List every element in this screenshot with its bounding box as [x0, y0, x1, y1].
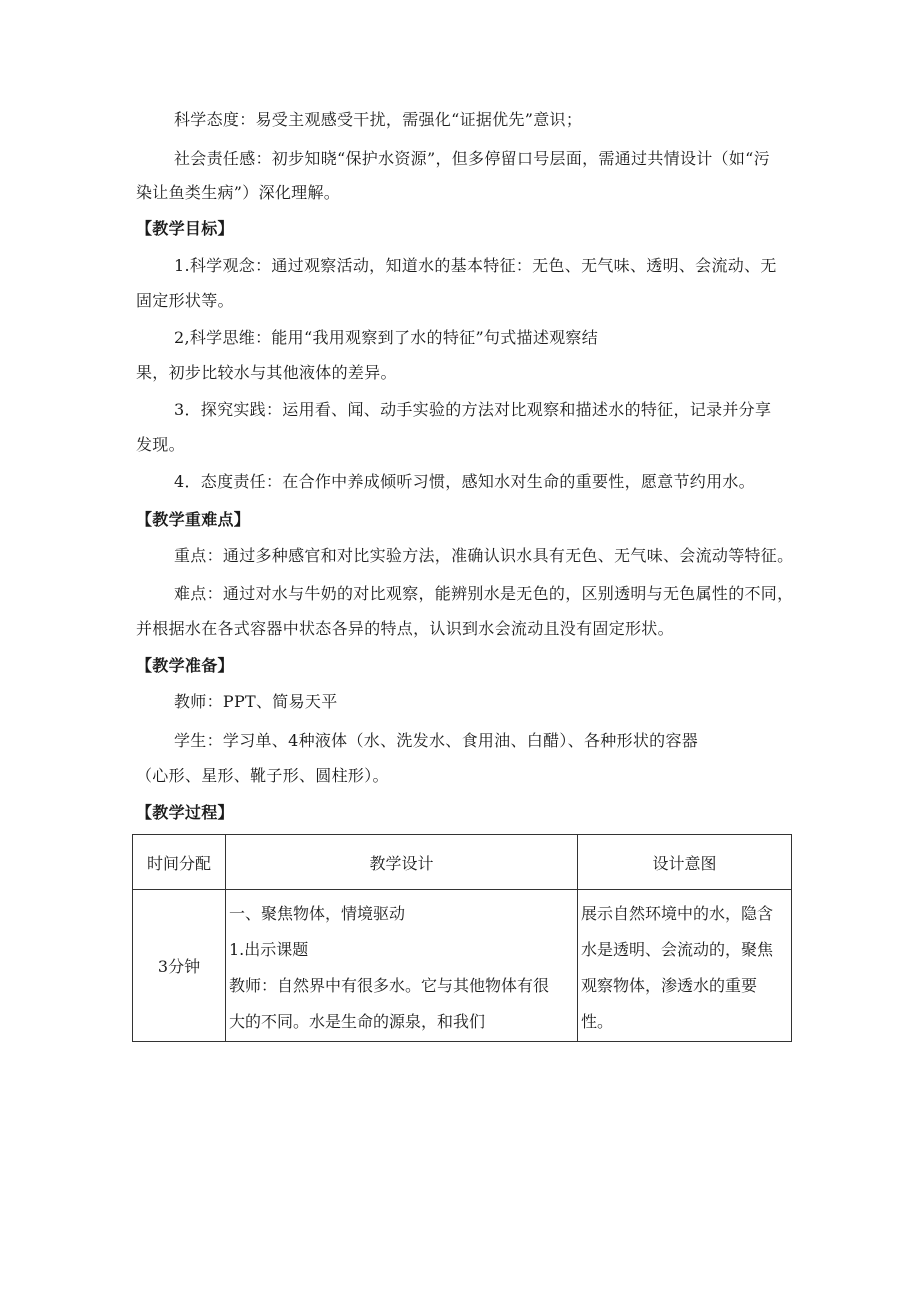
key-point: 重点：通过多种感官和对比实验方法，准确认识水具有无色、无气味、会流动等特征。 [174, 546, 794, 565]
intent-line: 观察物体，渗透水的重要 [581, 976, 758, 995]
goal-3: 3．探究实践：运用看、闻、动手实验的方法对比观察和描述水的特征，记录并分享 [174, 400, 772, 419]
table-header-row [133, 835, 792, 890]
intent-line: 展示自然环境中的水，隐含 [581, 904, 774, 923]
heading-teaching-goals: 【教学目标】 [136, 219, 234, 238]
cell-design [226, 890, 578, 1042]
goal-1-cont: 固定形状等。 [136, 291, 234, 310]
intent-line: 水是透明、会流动的，聚焦 [581, 940, 774, 959]
paragraph-responsibility: 社会责任感：初步知晓“保护水资源”，但多停留口号层面，需通过共情设计（如“污 [174, 149, 770, 168]
cell-time: 3分钟 [133, 890, 226, 1042]
table-row [133, 890, 792, 1042]
intent-line: 性。 [581, 1012, 614, 1031]
preparation-student: 学生：学习单、4种液体（水、洗发水、食用油、白醋）、各种形状的容器 [174, 731, 699, 750]
preparation-teacher: 教师：PPT、简易天平 [174, 692, 338, 711]
heading-teaching-process: 【教学过程】 [136, 803, 234, 822]
heading-teaching-preparation: 【教学准备】 [136, 656, 234, 675]
paragraph-responsibility-cont: 染让鱼类生病”）深化理解。 [136, 183, 341, 202]
design-line: 一、聚焦物体，情境驱动 [229, 904, 406, 923]
design-line: 大的不同。水是生命的源泉，和我们 [229, 1012, 486, 1031]
goal-2: 2,科学思维：能用“我用观察到了水的特征”句式描述观察结 [174, 328, 599, 347]
paragraph-attitude: 科学态度：易受主观感受干扰，需强化“证据优先”意识； [174, 110, 583, 129]
goal-4: 4．态度责任：在合作中养成倾听习惯，感知水对生命的重要性，愿意节约用水。 [174, 472, 755, 491]
design-line: 1.出示课题 [229, 940, 309, 959]
goal-3-cont: 发现。 [136, 435, 185, 454]
preparation-student-cont: （心形、星形、靴子形、圆柱形）。 [136, 766, 389, 785]
goal-2-cont: 果，初步比较水与其他液体的差异。 [136, 363, 397, 382]
header-time: 时间分配 [133, 835, 226, 890]
heading-key-difficult-points: 【教学重难点】 [136, 510, 251, 529]
difficult-point: 难点：通过对水与牛奶的对比观察，能辨别水是无色的，区别透明与无色属性的不同， [174, 584, 794, 603]
design-line: 教师：自然界中有很多水。它与其他物体有很 [229, 976, 550, 995]
header-design: 教学设计 [226, 835, 578, 890]
difficult-point-cont: 并根据水在各式容器中状态各异的特点，认识到水会流动且没有固定形状。 [136, 619, 674, 638]
goal-1: 1.科学观念：通过观察活动，知道水的基本特征：无色、无气味、透明、会流动、无 [174, 256, 777, 275]
teaching-process-table [132, 834, 792, 1042]
cell-intent [578, 890, 792, 1042]
header-intent: 设计意图 [578, 835, 792, 890]
